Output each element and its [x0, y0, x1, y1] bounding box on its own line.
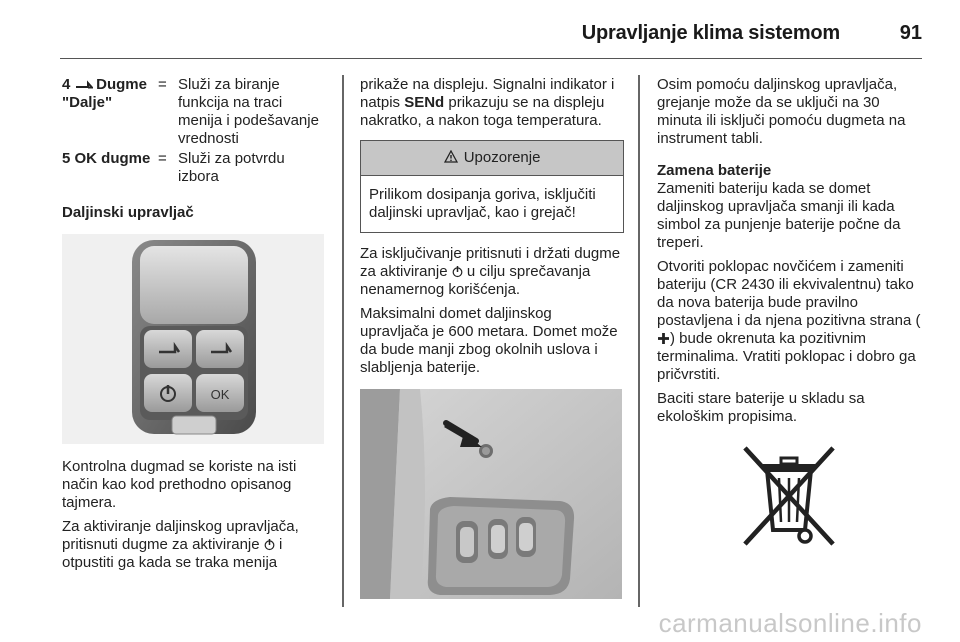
remote-next-button [196, 330, 244, 368]
remote-ok-label: OK [210, 387, 230, 402]
crossed-bin-icon [657, 440, 923, 550]
column-divider-2 [638, 75, 640, 607]
power-icon [452, 263, 467, 280]
warning-body: Prilikom dosipanja goriva, isključiti daljinski upravljač, kao i grejač! [369, 186, 596, 221]
col3-paragraph-2: Zameniti bateriju kada se domet daljinskog upravljača smanji ili kada simbol za punjenje baterije počne da treperi. [657, 180, 901, 251]
col2-paragraph-1: prikaže na displeju. Signalni indikator i natpis SENd prikazuju se na displeju nakratko, a nakon toga temperatura. [360, 76, 615, 129]
button-item-4: 4 Dugme "Dalje" = Služi za biranje funkcija na traci menija i podešavanje vrednosti [62, 76, 328, 148]
col3-paragraph-3: Otvoriti poklopac novčićem i zameniti bateriju (CR 2430 ili ekvivalentnu) tako da nova baterija bude pravilno postavljena i da njena pozitivna strana () bude okrenuta ka pozitivnim terminalima. Vratiti poklopac i dobro ga pričvrstiti. [657, 258, 921, 383]
dashboard-button-photo [360, 389, 622, 599]
col3-paragraph-1: Osim pomoću daljinskog upravljača, grejanje može da se uključi na 30 minuta ili isključi pomoću dugmeta na instrument tabli. [657, 76, 906, 147]
button-item-5-desc: Služi za potvrdu izbora [178, 150, 285, 185]
column-3 [657, 76, 923, 550]
col3-paragraph-4: Baciti stare baterije u skladu sa ekološkim propisima. [657, 390, 865, 425]
col2-paragraph-3: Maksimalni domet daljinskog upravljača je 600 metara. Domet može da bude manji zbog okolnih uslova i slabljenja baterije. [360, 305, 618, 376]
power-icon [264, 536, 279, 553]
remote-back-button [144, 330, 192, 368]
page-number: 91 [899, 22, 922, 44]
page-title: Upravljanje klima sistemom [581, 22, 840, 44]
plus-icon [657, 330, 670, 347]
column-1 [62, 76, 328, 578]
header-rule [60, 58, 922, 59]
watermark: carmanualsonline.info [658, 608, 922, 638]
next-arrow-icon [75, 77, 97, 92]
button-item-4-term: 4 Dugme "Dalje" [62, 76, 147, 111]
col2-paragraph-2: Za isključivanje pritisnuti i držati dugme za aktiviranje u cilju sprečavanja nenamernog korišćenja. [360, 245, 621, 298]
battery-heading: Zamena baterije [657, 162, 772, 179]
column-divider-1 [342, 75, 344, 607]
col1-paragraph-1: Kontrolna dugmad se koriste na isti način kao kod prethodno opisanog tajmera. [62, 458, 297, 511]
warning-header [361, 141, 623, 176]
button-item-4-desc: Služi za biranje funkcija na traci menija i podešavanje vrednosti [178, 76, 319, 147]
button-item-5: 5 OK dugme = Služi za potvrdu izbora [62, 150, 328, 186]
button-item-5-term: 5 OK dugme [62, 150, 151, 167]
column-2 [360, 76, 624, 599]
warning-box [360, 140, 624, 233]
remote-control-illustration [62, 234, 324, 444]
page-header [0, 14, 960, 54]
send-label: SENd [404, 94, 445, 111]
col1-paragraph-2: Za aktiviranje daljinskog upravljača, pritisnuti dugme za aktiviranje i otpustiti ga kada se traka menija [62, 518, 299, 571]
remote-heading: Daljinski upravljač [62, 204, 194, 221]
warning-title: Upozorenje [463, 149, 541, 166]
warning-icon [444, 149, 462, 166]
